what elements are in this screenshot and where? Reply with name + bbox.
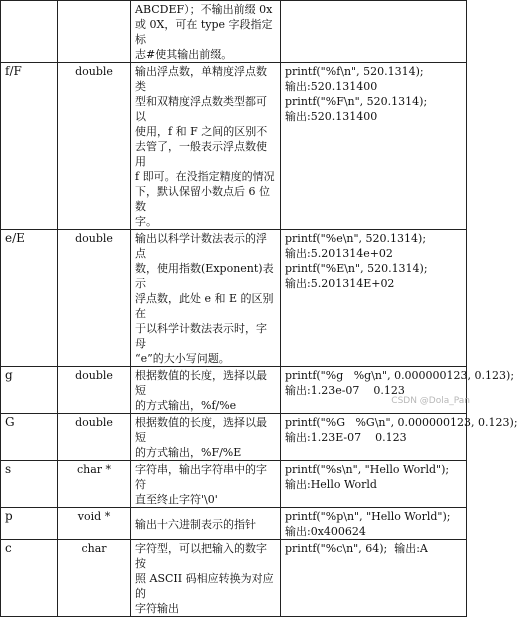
example-line: printf("%p\n", "Hello World"); [285, 510, 451, 523]
example-line: printf("%F\n", 520.1314); [285, 95, 428, 108]
table-row [1, 414, 467, 461]
format-cell: p [1, 508, 58, 540]
example-cell [281, 367, 515, 414]
example-line: 输出:0x400624 [285, 525, 366, 538]
description-cell [131, 508, 281, 540]
description-line: 直至终止字符'\0' [135, 493, 218, 506]
description-line: 根据数值的长度，选择以最短 [135, 369, 267, 397]
example-line: 输出:5.201314E+02 [285, 277, 395, 290]
example-line: 输出:1.23E-07 0.123 [285, 431, 407, 444]
type-cell: double [58, 414, 131, 461]
description-line: “e”的大小写问题。 [135, 352, 230, 365]
example-line: printf("%G %G\n", 0.000000123, 0.123); [285, 416, 518, 429]
description-line: 字符串，输出字符串中的字符 [135, 463, 267, 491]
type-cell: double [58, 367, 131, 414]
example-cell [281, 63, 467, 230]
description-line: 字符型，可以把输入的数字按 [135, 542, 267, 570]
table-row [1, 461, 467, 508]
format-cell: c [1, 540, 58, 617]
example-line: printf("%f\n", 520.1314); [285, 65, 424, 78]
description-line: 或 0X，可在 type 字段指定标 [135, 18, 273, 46]
description-line: 输出十六进制表示的指针 [135, 517, 256, 531]
example-cell [281, 1, 467, 63]
example-cell [281, 508, 467, 540]
format-cell: e/E [1, 230, 58, 367]
description-line: 根据数值的长度，选择以最短 [135, 416, 267, 444]
example-cell [281, 540, 467, 617]
description-cell [131, 230, 281, 367]
description-line: ABCDEF）；不输出前缀 0x [135, 3, 273, 16]
description-line: 下，默认保留小数点后 6 位数 [135, 185, 270, 213]
table-row [1, 1, 467, 63]
type-cell: double [58, 230, 131, 367]
example-line: printf("%g %g\n", 0.000000123, 0.123); [285, 369, 515, 382]
example-line: 输出:520.131400 [285, 110, 378, 123]
description-cell [131, 414, 281, 461]
example-line: printf("%E\n", 520.1314); [285, 262, 428, 275]
table-row [1, 230, 467, 367]
table-row [1, 508, 467, 540]
example-line: 输出:Hello World [285, 478, 377, 491]
type-cell: char * [58, 461, 131, 508]
description-line: 的方式输出，%F/%E [135, 446, 242, 459]
example-line: 输出:5.201314e+02 [285, 247, 393, 260]
description-line: 字符输出 [135, 602, 179, 615]
description-line: 使用，f 和 F 之间的区别不 [135, 125, 268, 138]
format-cell: G [1, 414, 58, 461]
type-cell: double [58, 63, 131, 230]
description-line: 浮点数，此处 e 和 E 的区别在 [135, 292, 274, 320]
csdn-watermark: CSDN @Dola_Pan [391, 396, 470, 406]
example-line: printf("%e\n", 520.1314); [285, 232, 427, 245]
example-cell [281, 414, 518, 461]
table-row [1, 540, 467, 617]
description-line: 输出浮点数，单精度浮点数类 [135, 65, 267, 93]
type-cell [58, 1, 131, 63]
description-cell [131, 1, 281, 63]
description-line: 字。 [135, 215, 157, 228]
type-cell: void * [58, 508, 131, 540]
table-row [1, 367, 467, 414]
description-line: 的方式输出，%f/%e [135, 399, 237, 412]
description-line: 照 ASCII 码相应转换为对应的 [135, 572, 274, 600]
description-cell [131, 461, 281, 508]
description-line: 输出以科学计数法表示的浮点 [135, 232, 267, 260]
example-line: 输出:520.131400 [285, 80, 378, 93]
format-cell: g [1, 367, 58, 414]
description-line: 数，使用指数(Exponent)表示 [135, 262, 274, 290]
description-line: 型和双精度浮点数类型都可以 [135, 95, 267, 123]
format-cell: s [1, 461, 58, 508]
description-line: f 即可。在没指定精度的情况 [135, 170, 275, 183]
format-cell: f/F [1, 63, 58, 230]
table-row [1, 63, 467, 230]
format-cell [1, 1, 58, 63]
description-cell [131, 540, 281, 617]
example-cell [281, 230, 467, 367]
example-line: 输出:1.23e-07 0.123 [285, 384, 405, 397]
description-line: 志#使其输出前缀。 [135, 48, 233, 61]
example-line: printf("%s\n", "Hello World"); [285, 463, 450, 476]
description-cell [131, 63, 281, 230]
description-line: 于以科学计数法表示时，字母 [135, 322, 267, 350]
example-line: printf("%c\n", 64); 输出:A [285, 542, 428, 555]
description-cell [131, 367, 281, 414]
example-cell [281, 461, 467, 508]
description-line: 去管了，一般表示浮点数使用 [135, 140, 267, 168]
type-cell: char [58, 540, 131, 617]
